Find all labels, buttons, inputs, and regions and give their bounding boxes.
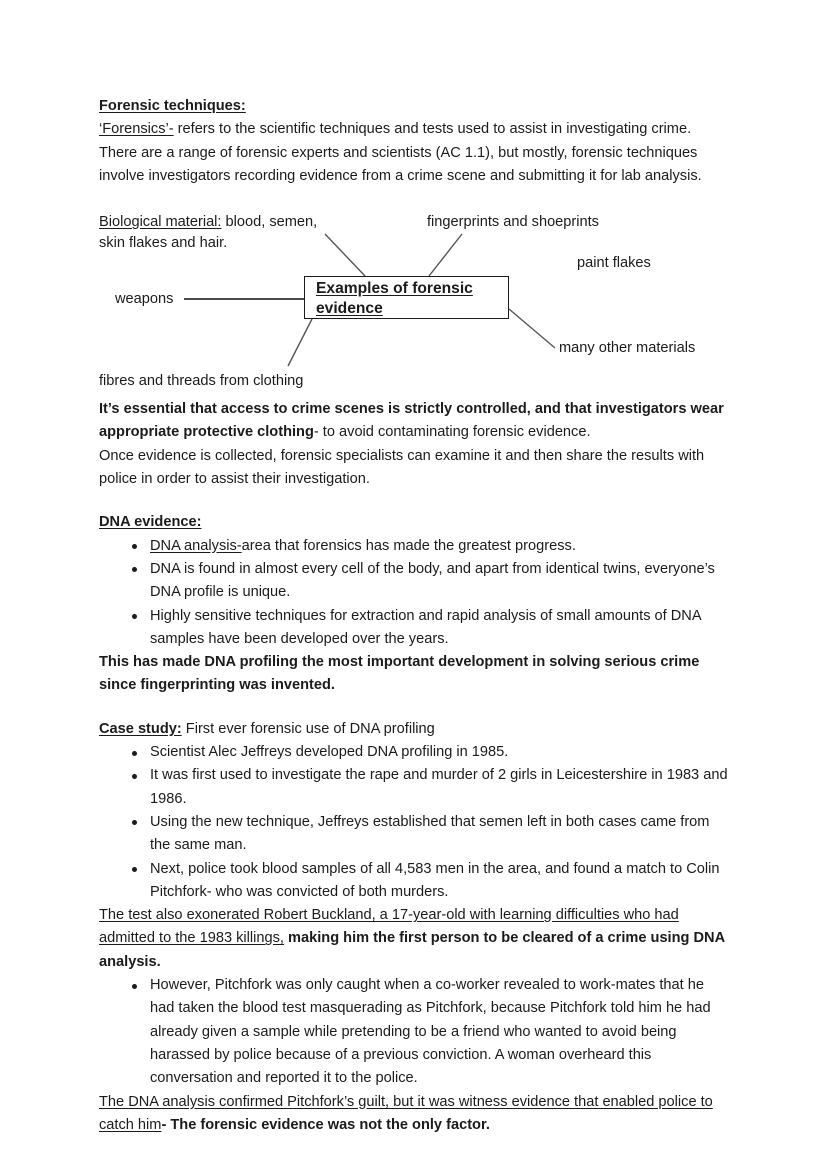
list-pitchfork-capture bbox=[99, 974, 728, 1090]
list-item-text: DNA is found in almost every cell of the body, and apart from identical twins, everyone’s DNA profile is unique. bbox=[150, 560, 715, 601]
case-study-label: Case study: bbox=[99, 720, 182, 737]
label-weapons: weapons bbox=[115, 291, 174, 308]
buckland-bold-text: making him the first person to be cleared of a crime using DNA analysis. bbox=[99, 930, 725, 970]
connector-many-other bbox=[509, 309, 555, 348]
paragraph-case-study-label bbox=[99, 718, 728, 741]
paragraph-crime-scene-access bbox=[99, 398, 728, 445]
connector-fibres bbox=[288, 319, 312, 366]
paragraph-conclusion bbox=[99, 1091, 728, 1138]
list-item bbox=[99, 558, 728, 605]
label-fingerprints-shoeprints: fingerprints and shoeprints bbox=[427, 214, 599, 231]
mind-map-diagram bbox=[99, 208, 728, 398]
crime-scene-access-normal: - to avoid contaminating forensic evidence. bbox=[313, 424, 591, 441]
list-item: Scientist Alec Jeffreys developed DNA profiling in 1985. bbox=[99, 741, 728, 764]
conclusion-underlined-text: The DNA analysis confirmed Pitchfork’s guilt, but it was witness evidence that enabled police to catch him bbox=[99, 1093, 713, 1133]
list-item: It was first used to investigate the rape and murder of 2 girls in Leicestershire in 1983 and 1986. bbox=[99, 764, 728, 811]
list-item-text: Highly sensitive techniques for extraction and rapid analysis of small amounts of DNA samples have been developed over the years. bbox=[150, 607, 701, 647]
list-item: However, Pitchfork was only caught when a co-worker revealed to work-mates that he had taken the blood test masquerading as Pitchfork, because Pitchfork told him he had already given a sample while pretending to be a friend who wanted to avoid being harassed by police because of a previous conviction. A woman overheard this conversation and reported it to the police. bbox=[99, 974, 728, 1090]
biological-material-examples: blood, semen, bbox=[221, 214, 318, 231]
forensics-definition-text: refers to the scientific techniques and tests used to assist in investigating crime. There are a range of forensic experts and scientists (AC 1.1), but mostly, forensic techniques involve investigators recording evidence from a crime scene and submitting it for lab analysis. bbox=[99, 121, 702, 184]
label-paint-flakes: paint flakes bbox=[577, 255, 651, 272]
heading-dna-evidence: DNA evidence: bbox=[99, 514, 202, 531]
spacer bbox=[99, 698, 728, 718]
biological-material-term: Biological material: bbox=[99, 214, 222, 231]
paragraph-dna-profiling-importance: This has made DNA profiling the most important development in solving serious crime since fingerprinting was invented. bbox=[99, 654, 700, 694]
label-fibres-threads: fibres and threads from clothing bbox=[99, 373, 304, 390]
paragraph-evidence-sharing: Once evidence is collected, forensic specialists can examine it and then share the results with police in order to assist their investigation. bbox=[99, 447, 705, 488]
crime-scene-access-bold: It’s essential that access to crime scenes is strictly controlled, and that investigators wear appropriate protective clothing bbox=[99, 401, 724, 441]
list-item bbox=[99, 535, 728, 558]
spacer bbox=[99, 491, 728, 511]
forensics-term: ‘Forensics’- bbox=[99, 121, 174, 138]
dna-analysis-term: DNA analysis- bbox=[150, 537, 242, 554]
connector-biological bbox=[325, 234, 365, 276]
list-item bbox=[99, 605, 728, 652]
list-item-text: area that forensics has made the greatest progress. bbox=[241, 537, 576, 554]
buckland-underlined-text: The test also exonerated Robert Buckland, a 17-year-old with learning difficulties who had admitted to the 1983 killings, bbox=[99, 907, 679, 947]
center-node-line2: evidence bbox=[316, 300, 383, 318]
list-item: Using the new technique, Jeffreys established that semen left in both cases came from the same man. bbox=[99, 811, 728, 858]
label-biological-material bbox=[99, 212, 317, 233]
spacer bbox=[99, 188, 728, 208]
list-dna-evidence bbox=[99, 535, 728, 651]
list-case-study bbox=[99, 741, 728, 904]
case-study-title: First ever forensic use of DNA profiling bbox=[181, 720, 435, 737]
label-many-other-materials: many other materials bbox=[559, 340, 696, 357]
conclusion-bold-text: - The forensic evidence was not the only factor. bbox=[161, 1116, 490, 1133]
list-item: Next, police took blood samples of all 4,583 men in the area, and found a match to Colin Pitchfork- who was convicted of both murders. bbox=[99, 858, 728, 905]
center-node-line1: Examples of forensic bbox=[316, 280, 473, 298]
document-content bbox=[99, 95, 728, 1137]
paragraph-forensics-definition bbox=[99, 118, 728, 188]
paragraph-buckland-exoneration bbox=[99, 904, 728, 974]
label-biological-material-line2: skin flakes and hair. bbox=[99, 235, 228, 252]
connector-fingerprints bbox=[429, 234, 462, 276]
heading-forensic-techniques: Forensic techniques: bbox=[99, 98, 246, 114]
mind-map-center-node bbox=[304, 276, 509, 319]
